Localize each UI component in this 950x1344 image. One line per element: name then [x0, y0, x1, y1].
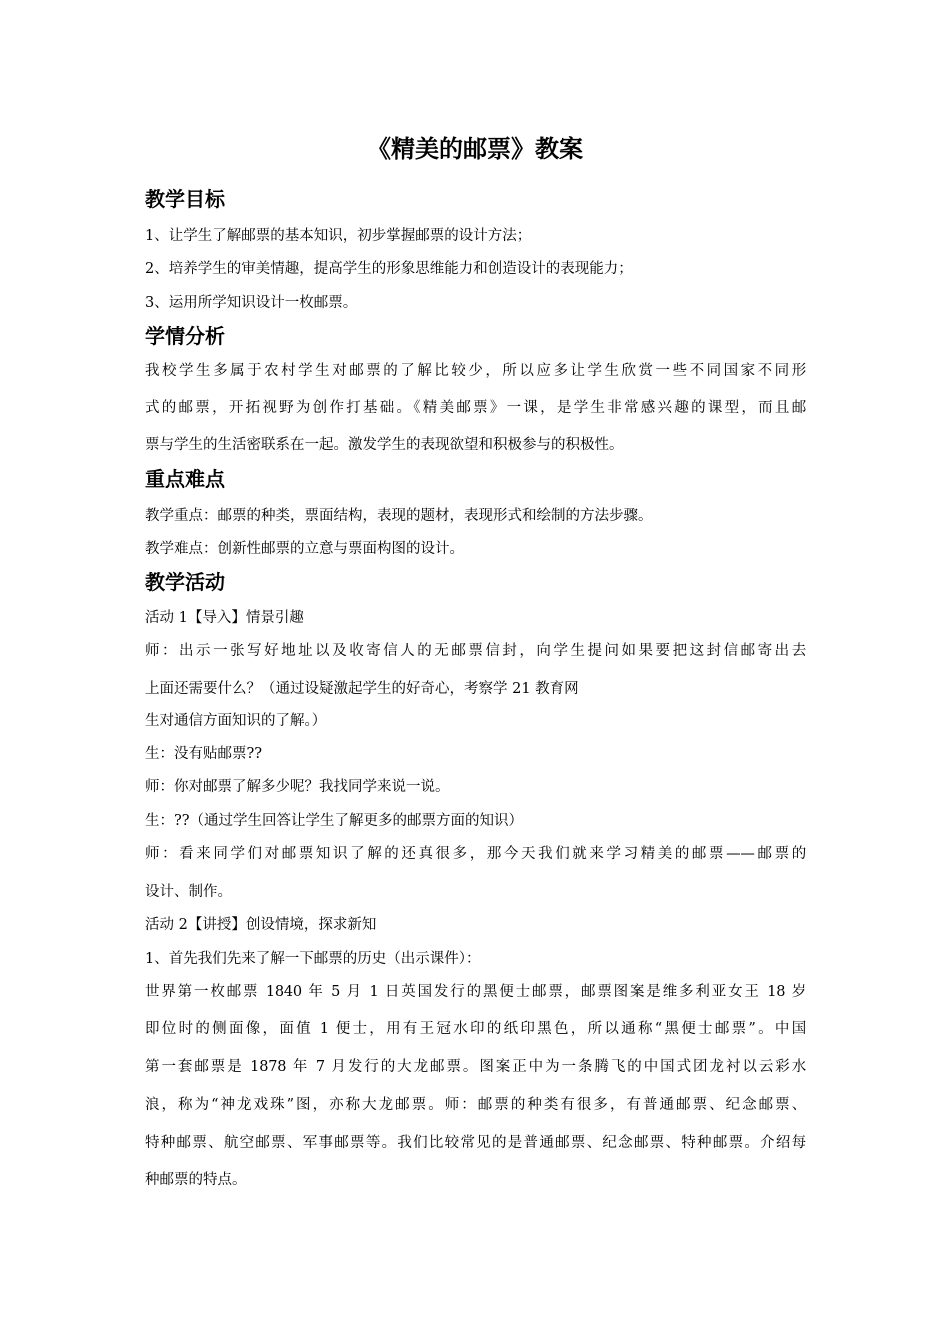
activities-line: 师：出示一张写好地址以及收寄信人的无邮票信封，向学生提问如果要把这封信邮寄出去: [145, 643, 806, 659]
heading-key-difficult-points: 重点难点: [145, 467, 225, 491]
activities-line: 上面还需要什么？（通过设疑激起学生的好奇心，考察学 21 教育网: [145, 681, 579, 697]
activities-line: 设计、制作。: [145, 884, 232, 900]
activities-line: 活动 2【讲授】创设情境，探求新知: [145, 917, 377, 933]
activities-line: 师：你对邮票了解多少呢？我找同学来说一说。: [145, 779, 450, 795]
heading-learning-analysis: 学情分析: [145, 324, 225, 348]
activities-line: 第一套邮票是 1878 年 7 月发行的大龙邮票。图案正中为一条腾飞的中国式团龙衬以云彩水: [145, 1059, 806, 1075]
keypoints-line: 教学难点：创新性邮票的立意与票面构图的设计。: [145, 541, 464, 557]
activities-line: 生：没有贴邮票??: [145, 746, 263, 762]
goals-line: 1、让学生了解邮票的基本知识，初步掌握邮票的设计方法；: [145, 228, 532, 244]
activities-line: 生：??（通过学生回答让学生了解更多的邮票方面的知识）: [145, 813, 524, 829]
activities-line: 活动 1【导入】情景引趣: [145, 610, 304, 626]
goals-line: 3、运用所学知识设计一枚邮票。: [145, 295, 358, 311]
activities-line: 特种邮票、航空邮票、军事邮票等。我们比较常见的是普通邮票、纪念邮票、特种邮票。介绍每: [145, 1135, 806, 1151]
activities-line: 即位时的侧面像，面值 1 便士，用有王冠水印的纸印黑色，所以通称“黑便士邮票”。中国: [145, 1021, 806, 1037]
activities-line: 世界第一枚邮票 1840 年 5 月 1 日英国发行的黑便士邮票，邮票图案是维多利亚女王 18 岁: [145, 984, 806, 1000]
activities-line: 生对通信方面知识的了解。）: [145, 713, 327, 729]
heading-teaching-activities: 教学活动: [145, 570, 225, 594]
goals-line: 2、培养学生的审美情趣，提高学生的形象思维能力和创造设计的表现能力；: [145, 261, 633, 277]
keypoints-line: 教学重点：邮票的种类，票面结构，表现的题材，表现形式和绘制的方法步骤。: [145, 508, 653, 524]
document-title: 《精美的邮票》教案: [367, 135, 583, 163]
activities-line: 1、首先我们先来了解一下邮票的历史（出示课件）：: [145, 951, 481, 967]
activities-line: 师：看来同学们对邮票知识了解的还真很多，那今天我们就来学习精美的邮票——邮票的: [145, 846, 806, 862]
analysis-line: 式的邮票，开拓视野为创作打基础。《精美邮票》一课，是学生非常感兴趣的课型，而且邮: [145, 400, 806, 416]
activities-line: 浪，称为“神龙戏珠”图，亦称大龙邮票。师：邮票的种类有很多，有普通邮票、纪念邮票、: [145, 1097, 806, 1113]
analysis-line: 我校学生多属于农村学生对邮票的了解比较少，所以应多让学生欣赏一些不同国家不同形: [145, 363, 806, 379]
heading-teaching-goals: 教学目标: [145, 187, 225, 211]
activities-line: 种邮票的特点。: [145, 1172, 247, 1188]
analysis-line: 票与学生的生活密联系在一起。激发学生的表现欲望和积极参与的积极性。: [145, 437, 624, 453]
